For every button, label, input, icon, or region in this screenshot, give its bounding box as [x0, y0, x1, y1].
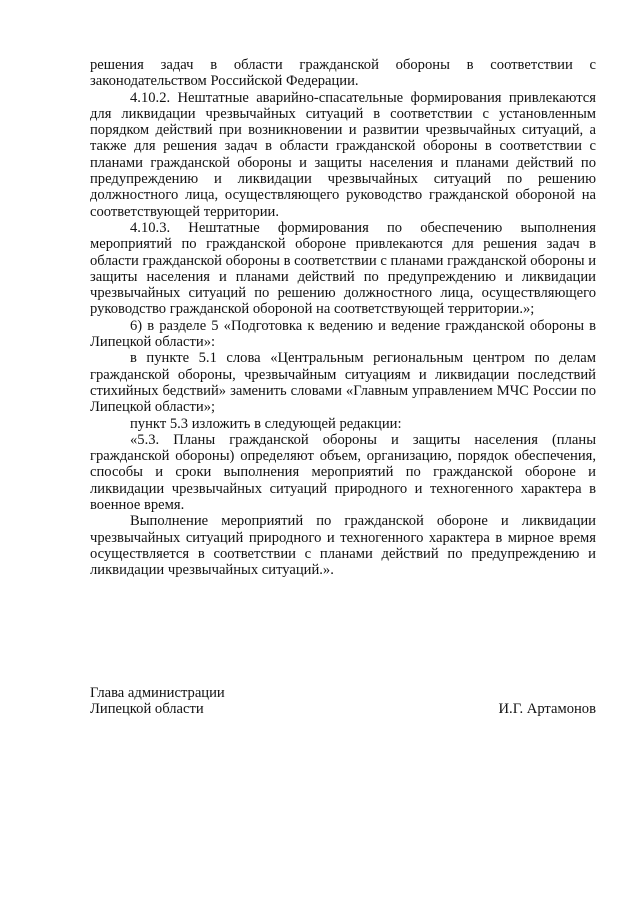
paragraph-4-10-3: 4.10.3. Нештатные формирования по обеспечению выполнения мероприятий по гражданской обороне привлекаются для решения задач в области гражданской обороны в соответствии с планами гражданской обороны и защиты населения и планами действий по предупреждению и ликвидации чрезвычайных ситуаций по решению должностного лица, осуществляющего руководство гражданской обороной на соответствующей территории.»;: [90, 219, 596, 318]
paragraph-4-10-2: 4.10.2. Нештатные аварийно-спасательные формирования привлекаются для ликвидации чрезвычайных ситуаций в соответствии с установленным порядком действий при возникновении и развитии чрезвычайных ситуаций, а также для решения задач в области гражданской обороны в соответствии с планами гражданской обороны и защиты населения и планами действий по предупреждению и ликвидации чрезвычайных ситуаций по решению должностного лица, осуществляющего руководство гражданской обороной на соответствующей территории.: [90, 89, 596, 220]
signature-title-line1: Глава администрации: [90, 685, 225, 701]
document-body: [90, 57, 596, 579]
paragraph-point-5-1: в пункте 5.1 слова «Центральным региональным центром по делам гражданской обороны, чрезвычайным ситуациям и ликвидации последствий стихийных бедствий» заменить словами «Главным управлением МЧС России по Липецкой области»;: [90, 350, 596, 416]
paragraph-point-5-3: «5.3. Планы гражданской обороны и защиты населения (планы гражданской обороны) определяют объем, организацию, порядок обеспечения, способы и сроки выполнения мероприятий по гражданской обороне и ликвидации чрезвычайных ситуаций природного и техногенного характера в военное время.: [90, 431, 596, 514]
paragraph-peacetime: Выполнение мероприятий по гражданской обороне и ликвидации чрезвычайных ситуаций природного и техногенного характера в мирное время осуществляется в соответствии с планами действий по предупреждению и ликвидации чрезвычайных ситуаций.».: [90, 513, 596, 579]
paragraph-continuation: решения задач в области гражданской обороны в соответствии с законодательством Российской Федерации.: [90, 57, 596, 90]
paragraph-section-5: 6) в разделе 5 «Подготовка к ведению и ведение гражданской обороны в Липецкой области»:: [90, 317, 596, 351]
signature-title-line2: Липецкой области: [90, 701, 204, 718]
signatory-name: И.Г. Артамонов: [498, 701, 596, 718]
signature-row: [90, 701, 596, 717]
paragraph-point-5-3-intro: пункт 5.3 изложить в следующей редакции:: [130, 415, 402, 432]
signature-block: [90, 685, 596, 718]
